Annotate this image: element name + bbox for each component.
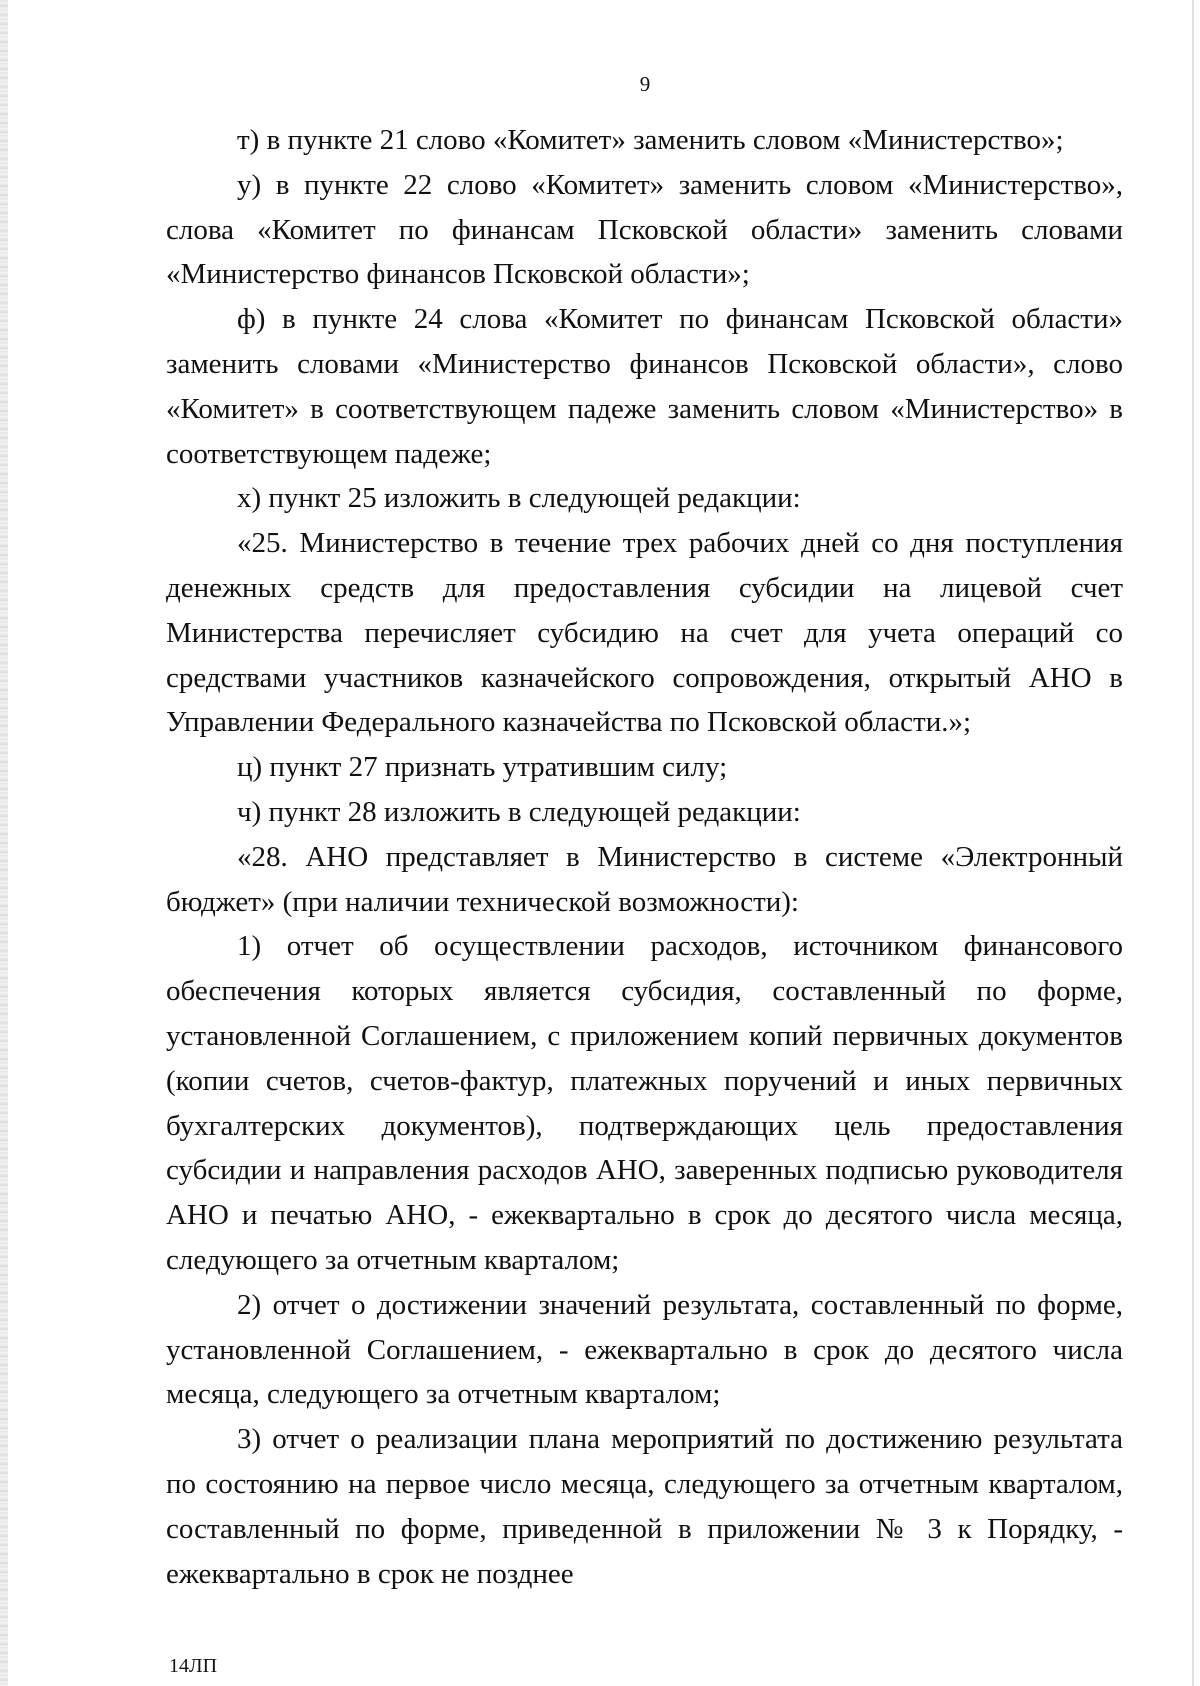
paragraph-ts: ц) пункт 27 признать утратившим силу;: [237, 751, 728, 784]
paragraph-subitem-2: 2) отчет о достижении значений результата, составленный по форме, установленной Соглашением, - ежеквартально в срок до десятого числа месяца, следующего за отчетным кварталом;: [166, 1288, 1123, 1411]
scan-right-edge: [1192, 0, 1194, 1686]
paragraph-h: х) пункт 25 изложить в следующей редакции:: [237, 482, 801, 515]
paragraph-item-28: «28. АНО представляет в Министерство в системе «Электронный бюджет» (при наличии технической возможности):: [166, 840, 1123, 918]
scan-left-edge: [0, 0, 8, 1686]
page-number: 9: [639, 72, 651, 96]
paragraph-t: т) в пункте 21 слово «Комитет» заменить словом «Министерство»;: [237, 124, 1064, 156]
paragraph-ch: ч) пункт 28 изложить в следующей редакции:: [237, 795, 801, 828]
paragraph-f: ф) в пункте 24 слова «Комитет по финансам Псковской области» заменить словами «Министерство финансов Псковской области», слово «Комитет» в соответствующем падеже заменить словом «Министерство» в соответствующем падеже;: [166, 303, 1123, 470]
paragraph-u: у) в пункте 22 слово «Комитет» заменить словом «Министерство», слова «Комитет по финансам Псковской области» заменить словами «Министерство финансов Псковской области»;: [166, 168, 1123, 291]
paragraph-item-25: «25. Министерство в течение трех рабочих дней со дня поступления денежных средств для предоставления субсидии на лицевой счет Министерства перечисляет субсидию на счет для учета операций со средствами участников казначейского сопровождения, открытый АНО в Управлении Федерального казначейства по Псковской области.»;: [166, 527, 1123, 739]
footer-document-code: 14ЛП: [169, 1655, 218, 1677]
paragraph-subitem-1: 1) отчет об осуществлении расходов, источником финансового обеспечения которых является субсидия, составленный по форме, установленной Соглашением, с приложением копий первичных документов (копии счетов, счетов-фактур, платежных поручений и иных первичных бухгалтерских документов), подтверждающих цель предоставления субсидии и направления расходов АНО, заверенных подписью руководителя АНО и печатью АНО, - ежеквартально в срок до десятого числа месяца, следующего за отчетным кварталом;: [166, 930, 1123, 1276]
document-body: [166, 118, 1123, 1596]
paragraph-subitem-3: 3) отчет о реализации плана мероприятий по достижению результата по состоянию на первое число месяца, следующего за отчетным кварталом, составленный по форме, приведенной в приложении № 3 к Порядку, - ежеквартально в срок не позднее: [166, 1423, 1123, 1590]
